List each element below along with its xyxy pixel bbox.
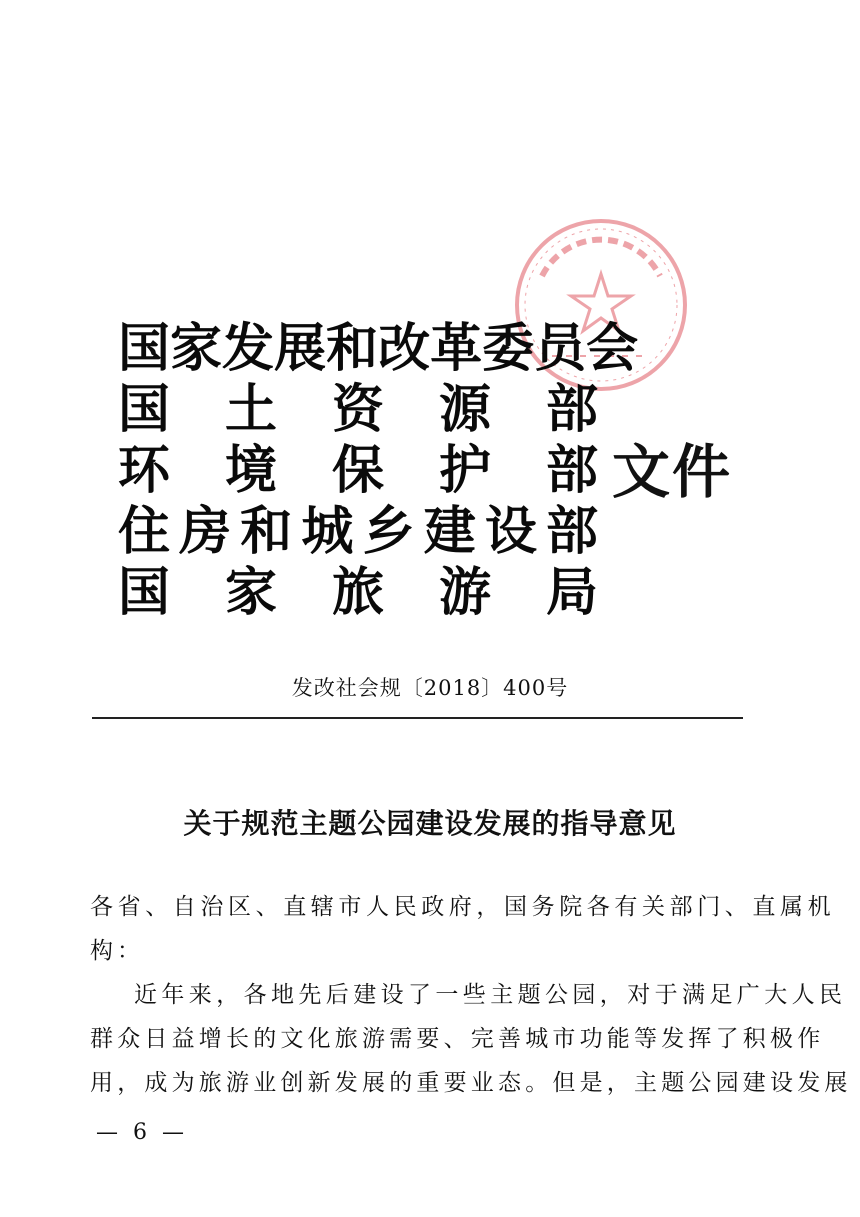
issuer-char: 局 [545,562,598,623]
issuer-char: 护 [438,440,491,501]
issuer-housing [118,501,598,562]
issuer-char: 家 [170,318,223,379]
issuer-char: 国 [118,562,171,623]
issuer-char: 革 [430,318,483,379]
issuer-char: 游 [438,562,491,623]
document-word: 文件 [612,438,733,506]
document-title: 关于规范主题公园建设发展的指导意见 [183,807,677,840]
paragraph-line: 群众日益增长的文化旅游需要、完善城市功能等发挥了积极作 [90,1026,825,1052]
issuer-char: 员 [534,318,587,379]
issuer-char: 部 [545,440,598,501]
header-divider [92,717,743,719]
issuer-char: 土 [224,379,277,440]
issuer-land-resources [118,379,598,440]
salutation-line: 构： [90,938,144,964]
issuer-tourism [118,562,598,623]
issuer-char: 委 [482,318,535,379]
issuer-char: 城 [301,501,354,562]
issuing-agencies [118,318,639,623]
issuer-char: 展 [274,318,327,379]
document-body [90,885,852,1105]
issuer-environment [118,440,598,501]
issuer-ndrc [118,318,639,379]
issuer-char: 会 [586,318,639,379]
issuer-char: 房 [179,501,232,562]
issuer-char: 乡 [362,501,415,562]
issuer-char: 境 [224,440,277,501]
issuer-char: 环 [118,440,171,501]
issuer-char: 设 [484,501,537,562]
issuer-char: 部 [545,379,598,440]
issuer-char: 国 [118,379,171,440]
issuer-char: 和 [240,501,293,562]
salutation-line: 各省、自治区、直辖市人民政府，国务院各有关部门、直属机 [90,894,836,920]
issuer-char: 部 [545,501,598,562]
document-number: 发改社会规〔2018〕400号 [291,676,569,700]
issuer-char: 国 [118,318,171,379]
paragraph-line: 近年来，各地先后建设了一些主题公园，对于满足广大人民 [134,982,847,1008]
issuer-char: 源 [438,379,491,440]
issuer-char: 旅 [331,562,384,623]
issuer-char: 和 [326,318,379,379]
page-number: — 6 — [96,1120,188,1145]
issuer-char: 住 [118,501,171,562]
issuer-char: 改 [378,318,431,379]
issuer-char: 保 [331,440,384,501]
issuer-char: 家 [224,562,277,623]
issuer-char: 建 [423,501,476,562]
issuer-char: 资 [331,379,384,440]
issuer-char: 发 [222,318,275,379]
paragraph-line: 用，成为旅游业创新发展的重要业态。但是，主题公园建设发展 [90,1070,852,1096]
